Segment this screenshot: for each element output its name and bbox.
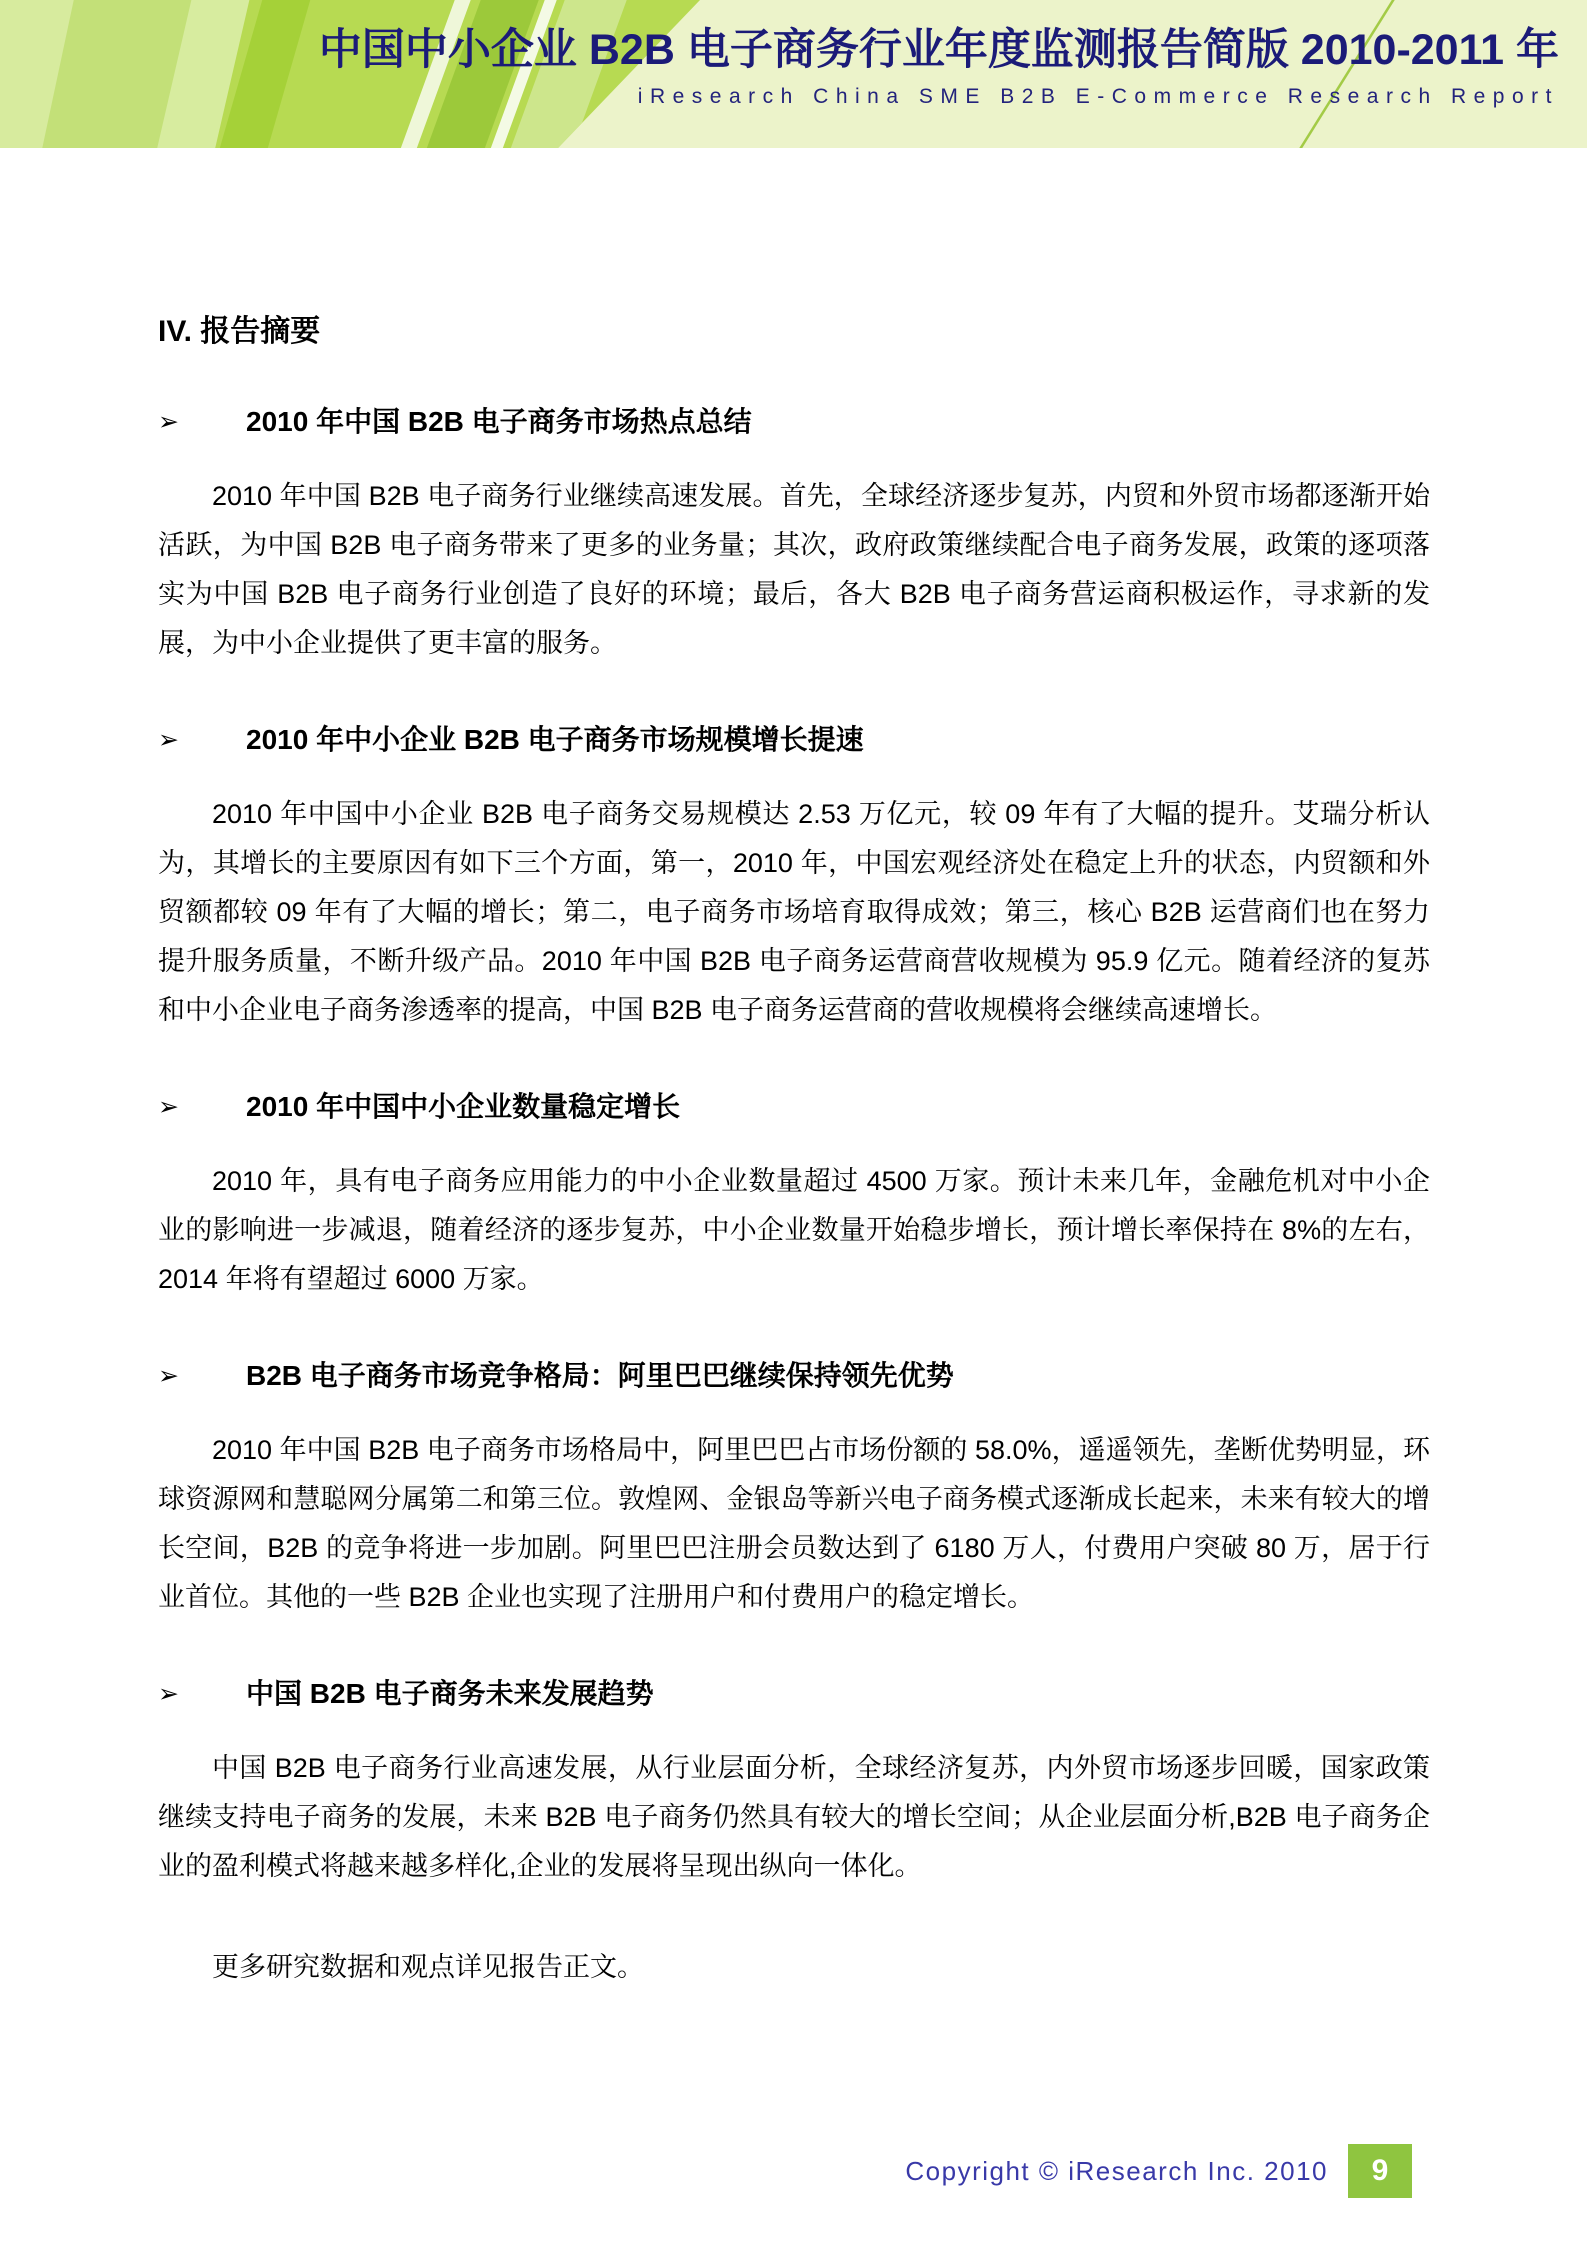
arrow-bullet-icon: ➢ <box>158 1362 179 1390</box>
report-subtitle: iResearch China SME B2B E-Commerce Research Report <box>637 85 1559 108</box>
arrow-bullet-icon: ➢ <box>158 1093 179 1121</box>
bullet-heading: 2010 年中国中小企业数量稳定增长 <box>246 1091 681 1122</box>
page-footer <box>905 2144 1412 2198</box>
arrow-bullet-icon: ➢ <box>158 1680 179 1708</box>
bullet-heading: 中国 B2B 电子商务未来发展趋势 <box>246 1678 654 1709</box>
section-title: IV. 报告摘要 <box>158 315 321 348</box>
bullet-heading: 2010 年中国 B2B 电子商务市场热点总结 <box>246 406 752 437</box>
copyright-text: Copyright © iResearch Inc. 2010 <box>905 2155 1328 2186</box>
bullet-paragraph: 中国 B2B 电子商务行业高速发展，从行业层面分析，全球经济复苏，内外贸市场逐步回暖，国家政策继续支持电子商务的发展，未来 B2B 电子商务仍然具有较大的增长空间；从企业层面分析,B2B 电子商务企业的盈利模式将越来越多样化,企业的发展将呈现出纵向一体化。 <box>158 1753 1430 1881</box>
page-number-badge: 9 <box>1348 2144 1412 2198</box>
closing-note: 更多研究数据和观点详见报告正文。 <box>212 1952 644 1982</box>
summary-bullet-4 <box>158 1356 1430 1622</box>
bullet-paragraph: 2010 年中国中小企业 B2B 电子商务交易规模达 2.53 万亿元，较 09 年有了大幅的提升。艾瑞分析认为，其增长的主要原因有如下三个方面，第一，2010 年，中国宏观经济处在稳定上升的状态，内贸额和外贸额都较 09 年有了大幅的增长；第二，电子商务市场培育取得成效；第三，核心 B2B 运营商们也在努力提升服务质量，不断升级产品。2010 年中国 B2B 电子商务运营商营收规模为 95.9 亿元。随着经济的复苏和中小企业电子商务渗透率的提高，中国 B2B 电子商务运营商的营收规模将会继续高速增长。 <box>158 799 1430 1025</box>
report-header <box>0 0 1587 148</box>
bullet-heading: 2010 年中小企业 B2B 电子商务市场规模增长提速 <box>246 724 864 755</box>
report-title: 中国中小企业 B2B 电子商务行业年度监测报告简版 2010-2011 年 <box>318 26 1559 74</box>
arrow-bullet-icon: ➢ <box>158 726 179 754</box>
summary-bullet-3 <box>158 1087 1430 1304</box>
report-body <box>158 306 1430 1992</box>
bullet-paragraph: 2010 年中国 B2B 电子商务行业继续高速发展。首先，全球经济逐步复苏，内贸和外贸市场都逐渐开始活跃，为中国 B2B 电子商务带来了更多的业务量；其次，政府政策继续配合电子商务发展，政策的逐项落实为中国 B2B 电子商务行业创造了良好的环境；最后，各大 B2B 电子商务营运商积极运作，寻求新的发展，为中小企业提供了更丰富的服务。 <box>158 481 1430 658</box>
summary-bullet-2 <box>158 720 1430 1035</box>
bullet-heading: B2B 电子商务市场竞争格局：阿里巴巴继续保持领先优势 <box>246 1360 954 1391</box>
arrow-bullet-icon: ➢ <box>158 408 179 436</box>
summary-bullet-1 <box>158 402 1430 668</box>
bullet-paragraph: 2010 年中国 B2B 电子商务市场格局中，阿里巴巴占市场份额的 58.0%，遥遥领先，垄断优势明显，环球资源网和慧聪网分属第二和第三位。敦煌网、金银岛等新兴电子商务模式逐渐成长起来，未来有较大的增长空间，B2B 的竞争将进一步加剧。阿里巴巴注册会员数达到了 6180 万人，付费用户突破 80 万，居于行业首位。其他的一些 B2B 企业也实现了注册用户和付费用户的稳定增长。 <box>158 1435 1430 1612</box>
bullet-paragraph: 2010 年，具有电子商务应用能力的中小企业数量超过 4500 万家。预计未来几年，金融危机对中小企业的影响进一步减退，随着经济的逐步复苏，中小企业数量开始稳步增长，预计增长率保持在 8%的左右，2014 年将有望超过 6000 万家。 <box>158 1166 1430 1294</box>
summary-bullet-5 <box>158 1674 1430 1891</box>
